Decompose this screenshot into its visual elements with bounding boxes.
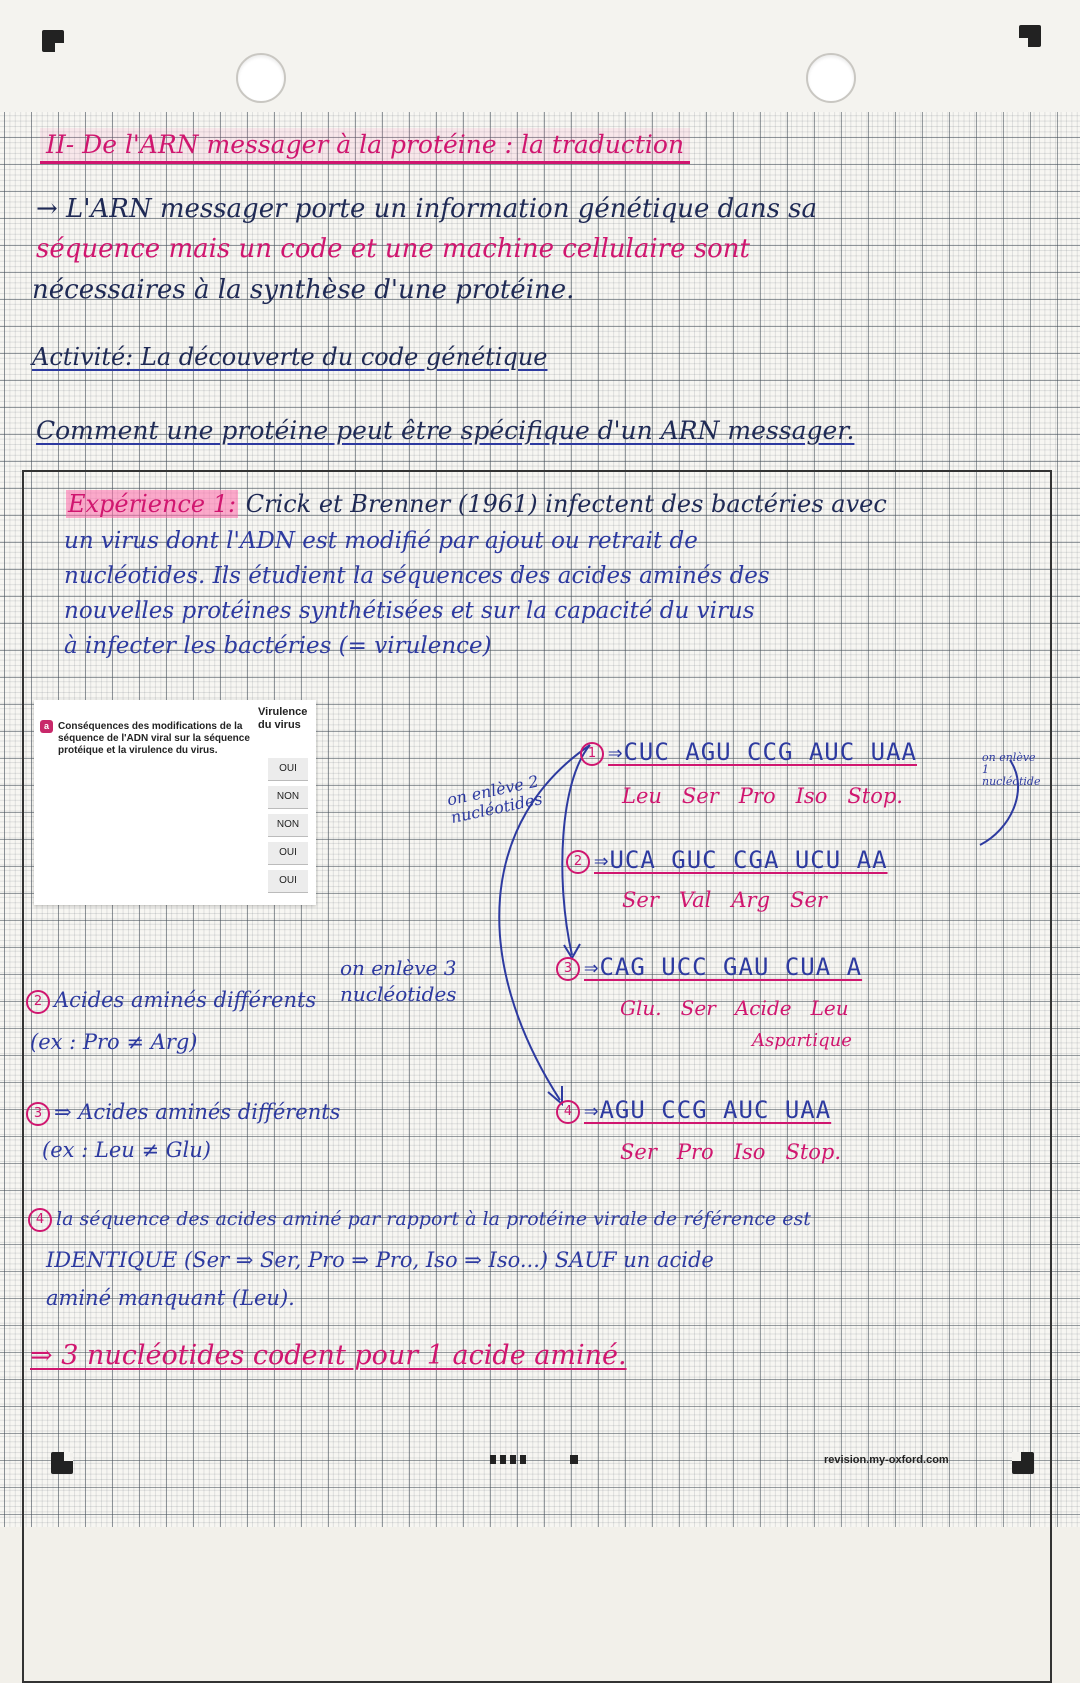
experiment-line-5: à infecter les bactéries (= virulence) xyxy=(64,633,492,659)
activity-heading: Activité: La découverte du code génétique xyxy=(32,343,548,371)
card-column-header: Virulence du virus xyxy=(258,706,308,731)
annotation-2-line-2: (ex : Pro ≠ Arg) xyxy=(30,1030,198,1054)
circled-number: 1 xyxy=(580,742,604,766)
conclusion-4-line-2: IDENTIQUE (Ser ⇒ Ser, Pro ⇒ Pro, Iso ⇒ Iso...) SAUF un acide xyxy=(46,1248,714,1272)
experiment-label: Expérience 1: xyxy=(68,490,237,518)
intro-line-2: séquence mais un code et une machine cellulaire sont xyxy=(36,234,750,264)
sequence-3-amino-acids: Glu. Ser Acide Leu xyxy=(620,996,849,1020)
sequence-2-codons: ⇒UCA GUC CGA UCU AA xyxy=(594,846,888,874)
sequence-1-codons: ⇒CUC AGU CCG AUC UAA xyxy=(608,738,917,766)
sequence-2-amino-acids: Ser Val Arg Ser xyxy=(622,888,827,912)
page-dot xyxy=(570,1455,578,1464)
experiment-line-2: un virus dont l'ADN est modifié par ajout ou retrait de xyxy=(64,528,698,554)
circled-number: 3 xyxy=(26,1102,50,1126)
virulence-value: OUI xyxy=(268,758,308,781)
page-dot xyxy=(510,1455,516,1464)
circled-number: 3 xyxy=(556,957,580,981)
circled-number: 4 xyxy=(556,1100,580,1124)
footer-site-label: revision.my-oxford.com xyxy=(824,1454,949,1466)
page-dot xyxy=(490,1455,496,1464)
virulence-value: OUI xyxy=(268,842,308,865)
note-remove-side: on enlève 1 nucléotide xyxy=(982,751,1041,788)
page-dot xyxy=(520,1455,526,1464)
conclusion-4-line-1 xyxy=(28,1208,811,1232)
sequence-4-amino-acids: Ser Pro Iso Stop. xyxy=(620,1140,842,1164)
circled-number: 4 xyxy=(28,1208,52,1232)
note-remove-3: on enlève 3 nucléotides xyxy=(340,956,457,1006)
card-caption: Conséquences des modifications de la séquence de l'ADN viral sur la séquence protéique et la virulence du virus. xyxy=(58,721,250,756)
sequence-1 xyxy=(580,738,917,766)
sequence-1-amino-acids: Leu Ser Pro Iso Stop. xyxy=(622,784,903,808)
sequence-3-codons: ⇒CAG UCC GAU CUA A xyxy=(584,953,863,981)
virulence-value: NON xyxy=(268,786,308,809)
annotation-3-line-2: (ex : Leu ≠ Glu) xyxy=(42,1138,211,1162)
annotation-2-line-1 xyxy=(26,988,316,1014)
card-badge: a xyxy=(40,720,53,733)
virulence-value: NON xyxy=(268,814,308,837)
sequence-3-amino-acids-cont: Aspartique xyxy=(752,1030,852,1051)
virulence-value: OUI xyxy=(268,870,308,893)
sequence-4-codons: ⇒AGU CCG AUC UAA xyxy=(584,1096,832,1124)
annotation-3-text: ⇒ Acides aminés différents xyxy=(54,1100,341,1124)
sequence-2 xyxy=(566,846,888,874)
experiment-line-3: nucléotides. Ils étudient la séquences des acides aminés des xyxy=(64,563,770,589)
section-title: II- De l'ARN messager à la protéine : la traduction xyxy=(40,128,690,164)
intro-line-3: nécessaires à la synthèse d'une protéine. xyxy=(32,275,575,305)
final-conclusion: ⇒ 3 nucléotides codent pour 1 acide aminé. xyxy=(30,1340,627,1371)
circled-number: 2 xyxy=(566,850,590,874)
intro-line-1: → L'ARN messager porte un information génétique dans sa xyxy=(36,194,818,224)
experiment-line-1-text: Crick et Brenner (1961) infectent des bactéries avec xyxy=(245,490,887,518)
sequence-4 xyxy=(556,1096,831,1124)
annotation-2-text: Acides aminés différents xyxy=(54,988,317,1012)
annotation-3-line-1 xyxy=(26,1100,340,1126)
note-remove-2: on enlève 2 nucléotides xyxy=(445,771,545,828)
sequence-3 xyxy=(556,953,862,981)
experiment-line-4: nouvelles protéines synthétisées et sur la capacité du virus xyxy=(64,598,755,624)
page-dot xyxy=(500,1455,506,1464)
conclusion-4-text: la séquence des acides aminé par rapport à la protéine virale de référence est xyxy=(56,1208,811,1230)
circled-number: 2 xyxy=(26,990,50,1014)
conclusion-4-line-3: aminé manquant (Leu). xyxy=(46,1286,295,1310)
guiding-question: Comment une protéine peut être spécifique d'un ARN messager. xyxy=(36,416,855,445)
